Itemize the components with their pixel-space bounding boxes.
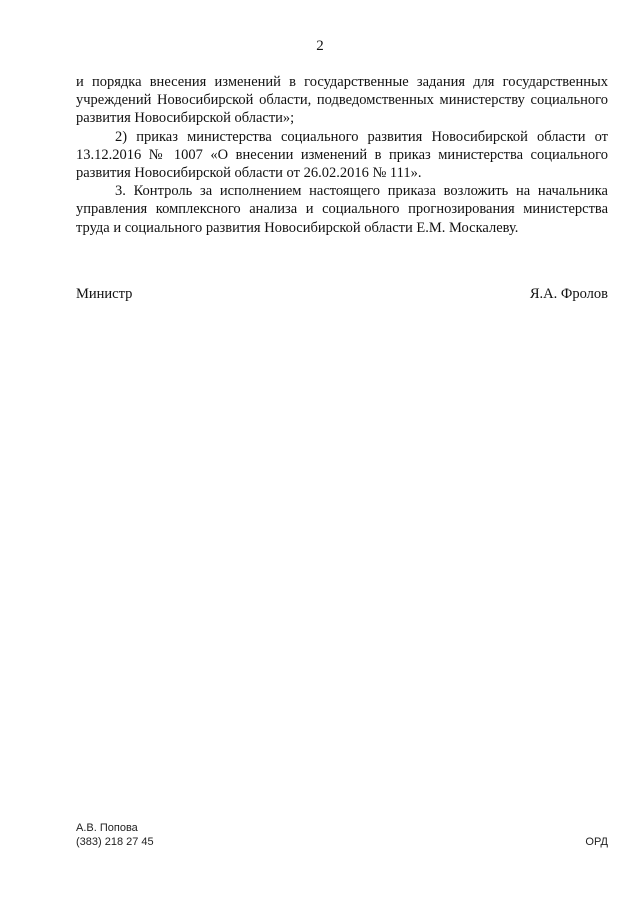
paragraph-continuation: и порядка внесения изменений в государственные задания для государственных учреждений Новосибирской области, подведомственных министерству социального развития Новосибирской области»; bbox=[76, 74, 608, 127]
page-number: 2 bbox=[316, 38, 324, 54]
paragraph-item-2: 2) приказ министерства социального развития Новосибирской области от 13.12.2016 № 1007 «О внесении изменений в приказ министерства социального развития Новосибирской области от 26.02.2016 № 111». bbox=[76, 128, 608, 182]
executor-name: А.В. Попова bbox=[76, 822, 138, 834]
executor-phone: (383) 218 27 45 bbox=[76, 835, 154, 848]
paragraph-item-3: 3. Контроль за исполнением настоящего приказа возложить на начальника управления комплексного анализа и социального прогнозирования министерства труда и социального развития Новосибирской области Е.М. Москалеву. bbox=[76, 183, 608, 236]
executor-info bbox=[76, 822, 154, 849]
department-mark: ОРД bbox=[585, 836, 608, 848]
signatory-name: Я.А. Фролов bbox=[529, 286, 608, 302]
document-body bbox=[76, 73, 608, 237]
signatory-position: Министр bbox=[76, 286, 133, 302]
signature-block bbox=[76, 285, 608, 303]
